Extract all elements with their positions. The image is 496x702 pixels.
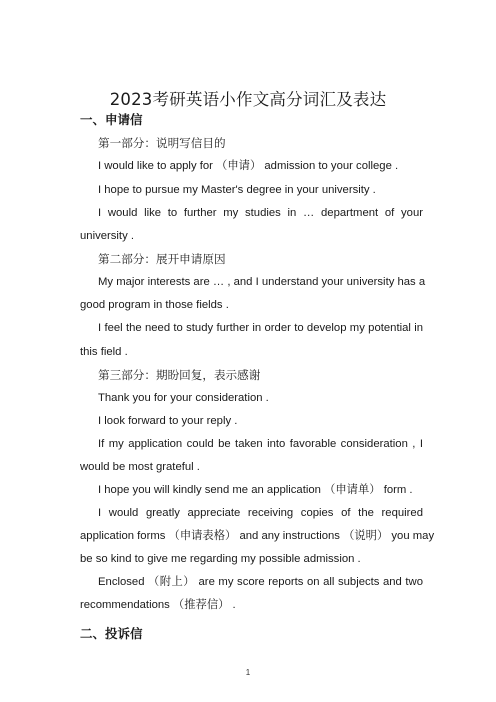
section-heading-application-letter: 一、申请信: [80, 112, 143, 127]
part3-line-9: Enclosed （附上） are my score reports on all subjects and two: [98, 576, 423, 588]
part3-line-7: application forms （申请表格） and any instructions （说明） you may: [80, 530, 435, 542]
part3-line-6: I would greatly appreciate receiving copies of the required: [98, 507, 423, 519]
part3-line-4: would be most grateful .: [80, 461, 200, 473]
part2-line-1: My major interests are … , and I understand your university has a: [98, 276, 426, 288]
page-number: 1: [245, 668, 251, 677]
part3-line-1: Thank you for your consideration .: [98, 392, 269, 404]
part1-line-4: university .: [80, 230, 134, 242]
part3-line-8: be so kind to give me regarding my possible admission .: [80, 553, 361, 565]
part1-line-1: I would like to apply for （申请） admission to your college .: [98, 160, 399, 172]
part3-line-10: recommendations （推荐信） .: [80, 599, 236, 611]
part3-line-5: I hope you will kindly send me an application （申请单） form .: [98, 484, 413, 496]
part2-line-2: good program in those fields .: [80, 299, 229, 311]
document-title: 2023考研英语小作文高分词汇及表达: [109, 90, 387, 109]
part2-heading: 第二部分：展开申请原因: [98, 252, 226, 266]
part1-line-3: I would like to further my studies in … department of your: [98, 207, 423, 219]
part2-line-3: I feel the need to study further in order to develop my potential in: [98, 322, 423, 334]
part3-line-2: I look forward to your reply .: [98, 415, 238, 427]
part1-heading: 第一部分：说明写信目的: [98, 136, 226, 150]
part1-line-2: I hope to pursue my Master's degree in your university .: [98, 184, 376, 196]
part3-line-3: If my application could be taken into favorable consideration , I: [98, 438, 423, 450]
part2-line-4: this field .: [80, 346, 128, 358]
section-heading-complaint-letter: 二、投诉信: [80, 626, 143, 641]
part3-heading: 第三部分：期盼回复，表示感谢: [98, 368, 261, 382]
